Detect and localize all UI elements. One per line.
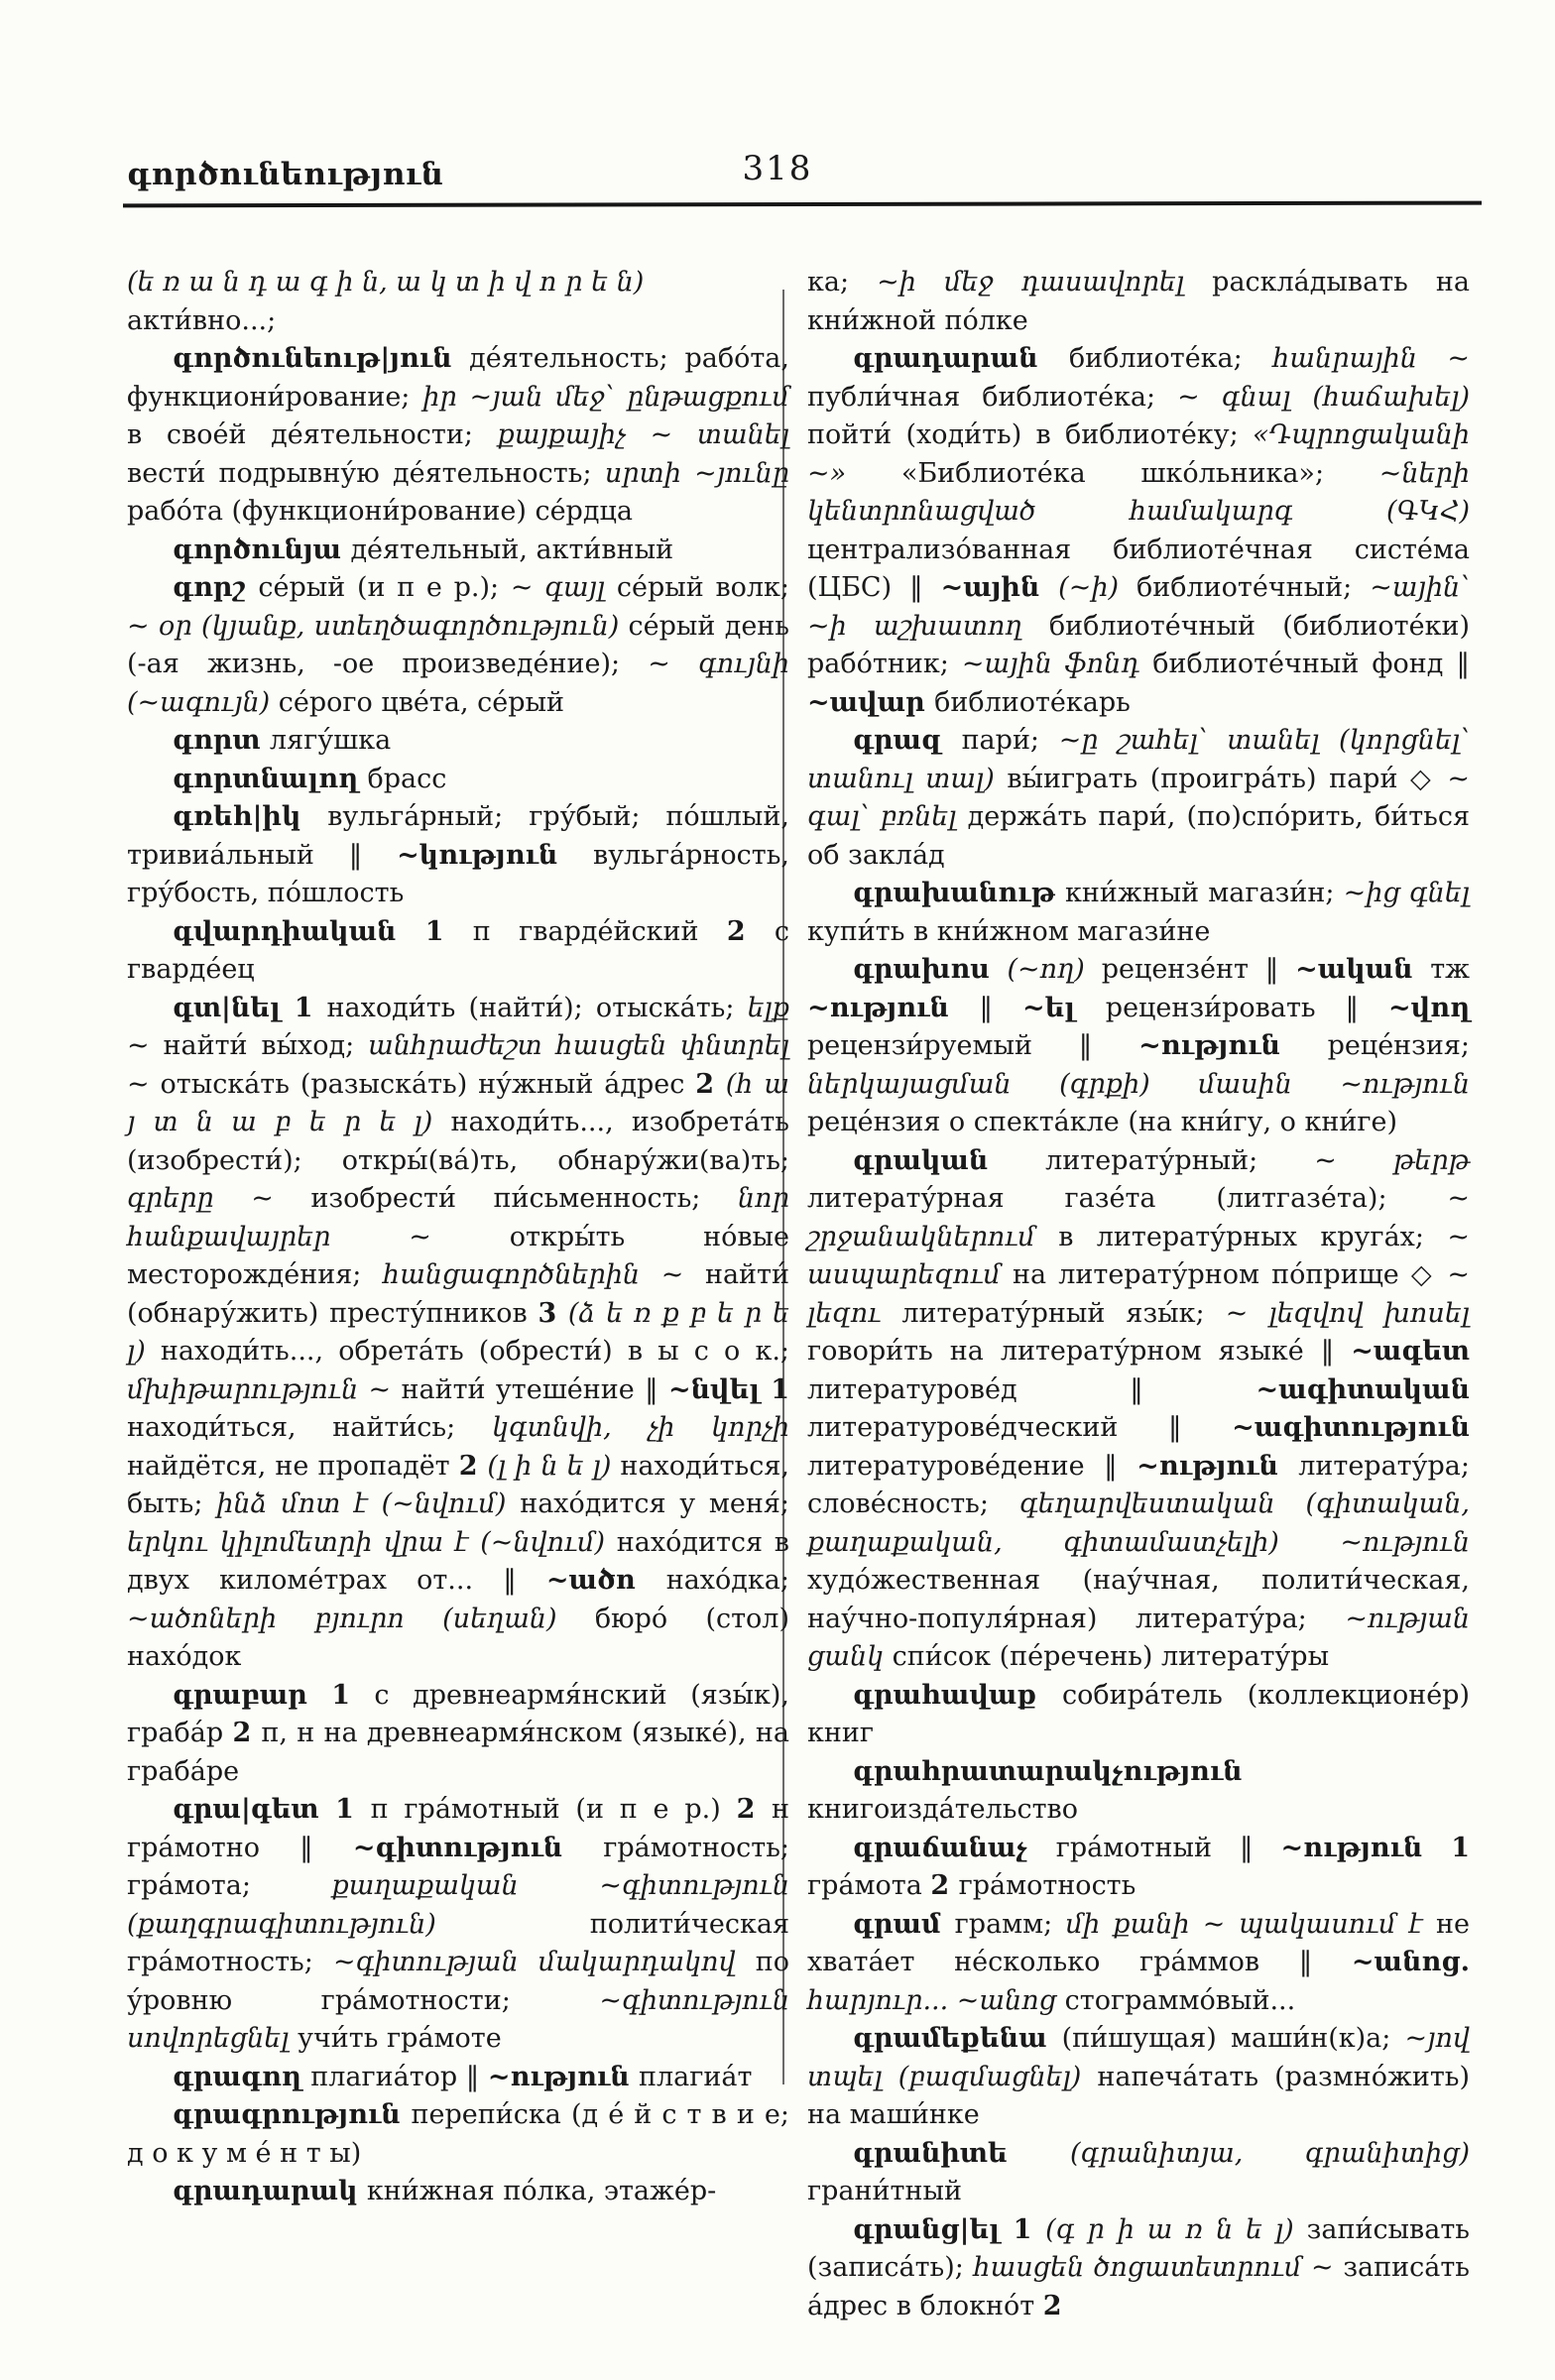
dictionary-entry — [127, 532, 789, 570]
entry-headword: ~կություն — [397, 839, 593, 871]
russian-translation: рецензи́ровать ‖ — [1105, 992, 1388, 1023]
entry-headword: 1 — [294, 992, 327, 1023]
armenian-example: ~ային՝ ~ի աշխատող — [807, 572, 1470, 642]
russian-translation: перепи́ска (д е́ й с т в и е; д о к у м е́ н т ы) — [127, 2099, 789, 2169]
dictionary-entry — [807, 1830, 1470, 1906]
russian-translation: литерату́ра; слове́сность; — [807, 1450, 1470, 1519]
armenian-example: ~ գնալ (հաճախել) — [1177, 381, 1470, 413]
header-rule — [123, 201, 1482, 208]
russian-translation: литерату́рный; — [1045, 1144, 1315, 1176]
dictionary-entry — [127, 2173, 789, 2211]
armenian-example: «Դպրոցականի ~» — [807, 419, 1470, 489]
entry-headword: գորտ — [173, 725, 270, 756]
dictionary-entry — [807, 951, 1470, 1142]
entry-headword: գտ|նել — [173, 992, 295, 1023]
russian-translation: находи́ться, найти́сь; — [127, 1412, 492, 1443]
russian-translation: п, н на древнеармя́нском (языке́), на граба́ре — [127, 1718, 789, 1787]
armenian-example: նոր հանքավայրեր ~ — [127, 1183, 789, 1252]
entry-headword: գործունեութ|յուն — [173, 343, 470, 374]
armenian-example: ներկայացման (գրքի) մասին ~ություն — [807, 1068, 1470, 1100]
russian-translation: откры́ть но́вые месторожде́ния; — [127, 1221, 789, 1290]
russian-translation: (пи́шущая) маши́н(к)а; — [1061, 2023, 1405, 2054]
russian-translation: находи́ть..., обрета́ть (обрести́) в ы с о к.; — [160, 1336, 790, 1367]
dictionary-entry — [127, 722, 789, 761]
armenian-example: (ե ռ ա ն դ ա գ ի ն, ա կ տ ի վ ո ր ե ն) — [127, 267, 645, 298]
russian-translation: вульга́рный; гру́бый; по́шлый, тривиа́льный ‖ — [127, 801, 789, 871]
russian-translation: по у́ровню гра́мотности; — [127, 1947, 789, 2016]
russian-translation: тж — [1430, 954, 1470, 985]
russian-translation: отыска́ть (разыска́ть) ну́жный а́дрес — [160, 1068, 696, 1100]
armenian-example: ~ից գնել — [1343, 878, 1470, 908]
entry-headword: 2 — [930, 1870, 959, 1901]
entry-headword: ~ագիտություն — [1232, 1412, 1470, 1443]
armenian-example: քայքայիչ ~ տանել — [497, 419, 789, 450]
entry-headword: գրագող — [173, 2061, 311, 2092]
russian-translation: гра́мотность; гра́мота; — [127, 1832, 790, 1901]
entry-headword: գրամ — [853, 1908, 955, 1940]
entry-headword: ~ական — [1295, 954, 1431, 985]
page-number: 318 — [742, 149, 813, 188]
entry-headword: 2 — [695, 1068, 726, 1100]
dictionary-entry — [807, 875, 1470, 951]
russian-translation: кни́жная по́лка, этаже́р- — [366, 2176, 717, 2206]
russian-translation: се́рый день (-ая жизнь, -ое произведе́ние); — [127, 610, 789, 679]
entry-headword: 2 — [458, 1450, 488, 1482]
dictionary-entry — [127, 913, 789, 990]
russian-translation: грани́тный — [807, 2176, 962, 2206]
russian-translation: держа́ть пари́, (по)спо́рить, би́ться об закла́д — [807, 801, 1470, 871]
armenian-example: ~ գույնի (~ագույն) — [127, 649, 790, 718]
russian-translation: литерату́рная газе́та (литгазе́та); — [807, 1183, 1448, 1214]
entry-headword: ~ություն — [1136, 1450, 1299, 1482]
russian-translation: вульга́рность, гру́бость, по́шлость — [127, 839, 789, 908]
entry-headword: գործունյա — [173, 534, 351, 565]
russian-translation: стограммо́вый... — [1064, 1984, 1296, 2016]
armenian-example: գեղարվեստական (գիտական, քաղաքական, գիտամատչելի) ~ություն — [807, 1488, 1470, 1558]
russian-translation: се́рый волк; — [616, 572, 790, 603]
entry-headword: գրանիտե — [853, 2137, 1071, 2169]
russian-translation: записа́ть а́дрес в блокно́т — [807, 2252, 1470, 2321]
armenian-example: ~յով տպել (բազմացնել) — [807, 2023, 1471, 2092]
entry-headword: գրաբար — [173, 1679, 332, 1711]
entry-headword: գրական — [853, 1144, 1046, 1176]
entry-headword: ~ություն — [1138, 1030, 1328, 1061]
russian-translation: библиоте́чный; — [1136, 572, 1371, 603]
russian-translation: централизо́ванная библиоте́чная систе́ма (ЦБС) ‖ — [807, 534, 1470, 603]
entry-headword: ~ություն — [807, 992, 980, 1023]
entry-headword: գռեհ|իկ — [173, 801, 328, 832]
dictionary-entry — [127, 798, 789, 913]
russian-translation: нахо́дится у меня́; — [520, 1488, 789, 1519]
russian-translation: библиоте́чный фонд ‖ — [1152, 649, 1470, 679]
armenian-example: ~ների կենտրոնացված համակարգ (ԳԿՀ) — [807, 457, 1470, 527]
entry-continuation — [807, 264, 1470, 340]
russian-translation: собира́тель (коллекционе́р) книг — [807, 1679, 1470, 1748]
russian-translation: вести́ подрывну́ю де́ятельность; — [127, 457, 605, 489]
armenian-example: մի քանի ~ պակասում է — [1065, 1908, 1437, 1940]
entry-headword: 1 — [1451, 1832, 1470, 1863]
russian-translation: найти́ утеше́ние ‖ — [401, 1373, 668, 1405]
russian-translation: литературове́дение ‖ — [807, 1450, 1137, 1482]
dictionary-entry — [127, 1791, 789, 2059]
dictionary-entry — [127, 2096, 789, 2173]
entry-headword: ~ածո — [545, 1565, 666, 1596]
entry-headword: գրախոս — [853, 954, 1008, 985]
armenian-example: մխիթարություն ~ — [127, 1373, 402, 1405]
entry-headword: գրազ — [853, 725, 962, 756]
entry-headword: ~ություն — [487, 2061, 640, 2092]
running-headword: գործունեություն — [127, 157, 444, 192]
russian-translation: библиоте́ка; — [1068, 343, 1273, 374]
russian-translation: гра́мотный ‖ — [1055, 1832, 1281, 1863]
entry-continuation — [127, 264, 789, 302]
dictionary-entry — [127, 1677, 789, 1792]
russian-translation: рецензе́нт ‖ — [1101, 954, 1296, 985]
russian-translation: вы́играть (проигра́ть) пари́ ◇ — [1007, 763, 1448, 794]
russian-translation: найдётся, не пропадёт — [127, 1450, 459, 1482]
entry-headword: գվարդիական — [173, 915, 425, 947]
entry-headword: գրագրություն — [173, 2099, 412, 2130]
entry-headword: 1 — [331, 1679, 375, 1711]
armenian-example: կգտնվի, չի կորչի — [491, 1412, 789, 1443]
dictionary-entry — [807, 340, 1470, 722]
entry-headword: 1 — [1013, 2213, 1046, 2245]
armenian-example: (~ող) — [1007, 954, 1102, 985]
entry-headword: գրախանութ — [853, 878, 1065, 908]
russian-translation: бюро́ (стол) нахо́док — [127, 1603, 789, 1672]
russian-translation: п гварде́йский — [472, 915, 727, 947]
russian-translation: акти́вно...; — [127, 304, 277, 336]
armenian-example: (հ ա յ տ ն ա բ ե ր ե լ) — [127, 1068, 789, 1137]
armenian-example: ելք ~ — [127, 992, 789, 1061]
entry-headword: 2 — [736, 1794, 772, 1825]
entry-headword: գրանց|ել — [853, 2213, 1014, 2245]
armenian-example: երկու կիլոմետրի վրա է (~նվում) — [127, 1526, 617, 1558]
russian-translation: гра́мотность — [958, 1870, 1136, 1901]
armenian-example: (ձ ե ռ ք բ ե ր ե լ) — [127, 1297, 789, 1367]
entry-headword: գրահրատարակչություն — [853, 1755, 1243, 1787]
armenian-example: ~ ասպարեզում — [807, 1221, 1470, 1290]
entry-headword: ~անոց. — [1351, 1947, 1470, 1977]
russian-translation: нахо́дится в двух киломе́трах от... ‖ — [127, 1526, 789, 1596]
dictionary-entry — [807, 2135, 1470, 2211]
russian-translation: библиоте́чный (библиоте́ки) рабо́тник; — [807, 610, 1470, 679]
entry-headword: 3 — [538, 1297, 568, 1329]
entry-headword: 1 — [424, 915, 473, 947]
russian-translation: книгоизда́тельство — [807, 1794, 1078, 1825]
entry-headword: ~նվել — [667, 1373, 772, 1405]
armenian-example: ~ շրջանակներում — [807, 1183, 1470, 1252]
russian-translation: се́рого цве́та, се́рый — [278, 686, 564, 718]
dictionary-entry — [127, 761, 789, 799]
entry-headword: ~ել — [1021, 992, 1106, 1023]
russian-translation: литературове́д ‖ — [807, 1373, 1256, 1405]
armenian-example: ~ության ցանկ — [807, 1603, 1470, 1672]
armenian-example: (գրանիտյա, գրանիտից) — [1070, 2137, 1470, 2169]
dictionary-entry — [127, 340, 789, 532]
russian-translation: находи́ть (найти́); отыска́ть; — [326, 992, 748, 1023]
russian-translation: гра́мота — [807, 1870, 931, 1901]
russian-translation: пойти́ (ходи́ть) в библиоте́ку; — [807, 419, 1253, 450]
armenian-example: հանրային ~ — [1272, 343, 1470, 374]
russian-translation: библиоте́карь — [934, 686, 1131, 718]
armenian-example: ~ թերթ — [1314, 1144, 1470, 1176]
dictionary-entry — [807, 722, 1470, 875]
left-column — [127, 264, 789, 2211]
entry-headword: 2 — [232, 1718, 262, 1748]
armenian-example: քաղաքական ~գիտություն (քաղգրագիտություն) — [127, 1870, 790, 1940]
russian-translation: найти́ вы́ход; — [163, 1030, 369, 1061]
russian-translation: пари́; — [961, 725, 1059, 756]
armenian-example: ~ածոների բյուրո (սեղան) — [127, 1603, 595, 1634]
entry-headword: ~վող — [1387, 992, 1470, 1023]
armenian-example: ~գիտության մակարդակով — [332, 1947, 756, 1977]
russian-translation: находи́ть..., изобрета́ть (изобрести́); откры́(ва́)ть, обнару́жи(ва)ть; — [127, 1107, 789, 1176]
russian-translation: напеча́тать (размно́жить) на маши́нке — [807, 2061, 1470, 2130]
russian-translation: плагиа́тор ‖ — [310, 2061, 488, 2092]
russian-translation: рецензи́руемый ‖ — [807, 1030, 1139, 1061]
russian-translation: реце́нзия; — [1327, 1030, 1471, 1061]
russian-translation: полити́ческая гра́мотность; — [127, 1908, 789, 1977]
russian-translation: запи́сывать (записа́ть); — [807, 2213, 1470, 2283]
entry-headword: ~գիտություն — [352, 1832, 604, 1863]
entry-headword: 1 — [335, 1794, 371, 1825]
russian-translation: худо́жественная (нау́чная, полити́ческая, нау́чно-популя́рная) литерату́ра; — [807, 1565, 1470, 1634]
dictionary-entry — [127, 569, 789, 722]
armenian-example: հարյուր... ~անոց — [807, 1984, 1065, 2016]
right-column — [807, 264, 1470, 2325]
entry-headword: 2 — [1042, 2290, 1062, 2321]
entry-headword: գրա|գետ — [173, 1794, 336, 1825]
armenian-example: ~ լեզվով խոսել — [1225, 1297, 1471, 1329]
armenian-example: սրտի ~յունը — [604, 457, 789, 489]
dictionary-entry — [807, 2211, 1470, 2326]
russian-translation: ка; — [807, 267, 878, 298]
russian-translation: нахо́дка; — [665, 1565, 789, 1596]
russian-translation: лягу́шка — [269, 725, 392, 756]
russian-translation: реце́нзия о спекта́кле (на кни́гу, о кни́ге) — [807, 1107, 1398, 1137]
russian-translation: с древнеармя́нский (язы́к), граба́р — [127, 1679, 789, 1748]
russian-translation: де́ятельный, акти́вный — [350, 534, 674, 565]
armenian-example: իր ~յան մեջ՝ ընթացքում — [422, 381, 789, 413]
russian-translation: литературове́дческий ‖ — [807, 1412, 1233, 1443]
armenian-example: ինձ մոտ է (~նվում) — [216, 1488, 521, 1519]
russian-translation: де́ятельность; рабо́та, функциони́рование; — [127, 343, 789, 413]
russian-translation: се́рый (и п е р.); — [258, 572, 511, 603]
armenian-example: գրերը ~ — [127, 1183, 311, 1214]
russian-translation: «Библиоте́ка шко́льника»; — [900, 457, 1379, 489]
entry-headword: գորշ — [173, 572, 259, 603]
armenian-example: ~ային ֆոնդ — [961, 649, 1153, 679]
dictionary-entry — [807, 1906, 1470, 2021]
dictionary-entry — [807, 2020, 1470, 2135]
russian-translation: купи́ть в кни́жном магази́не — [807, 915, 1211, 947]
russian-translation: раскла́дывать на кни́жной по́лке — [807, 267, 1471, 336]
entry-headword: գրադարան — [853, 343, 1069, 374]
armenian-example: ~ լեզու — [807, 1259, 1470, 1329]
entry-headword: ~ություն — [1280, 1832, 1452, 1863]
russian-translation: кни́жный магази́н; — [1064, 878, 1344, 908]
russian-translation: литерату́рный язы́к; — [901, 1297, 1226, 1329]
russian-translation: находи́ться, быть; — [127, 1450, 789, 1519]
armenian-example: անհրաժեշտ հասցեն փնտրել ~ — [127, 1030, 789, 1100]
dictionary-entry — [127, 2059, 789, 2097]
armenian-example: ~ գալ՝ բռնել — [807, 763, 1471, 832]
armenian-example: (գ ր ի ա ռ ն ե լ) — [1045, 2213, 1307, 2245]
armenian-example: ~ օր (կյանք, ստեղծագործություն) — [127, 610, 629, 642]
russian-translation: плагиа́т — [639, 2061, 753, 2092]
armenian-example: (լ ի ն ե լ) — [487, 1450, 621, 1482]
armenian-example: ~ը շահել՝ տանել (կորցնել՝ տանուլ տալ) — [807, 725, 1470, 794]
armenian-example: ~ գայլ — [510, 572, 617, 603]
dictionary-entry — [807, 1753, 1470, 1830]
russian-translation: найти́ (обнару́жить) престу́пников — [127, 1259, 789, 1329]
entry-headword: գրադարակ — [173, 2176, 367, 2206]
russian-translation: брасс — [367, 763, 447, 794]
entry-headword: գրաճանաչ — [853, 1832, 1056, 1863]
russian-translation: рабо́та (функциони́рование) се́рдца — [127, 496, 633, 527]
russian-translation: учи́ть гра́моте — [298, 2023, 502, 2054]
russian-translation: говори́ть на литерату́рном языке́ ‖ — [807, 1336, 1352, 1367]
russian-translation: на литерату́рном по́прище ◇ — [1013, 1259, 1448, 1290]
russian-translation: с гварде́ец — [127, 915, 789, 985]
dictionary-entry — [127, 990, 789, 1677]
entry-headword: ~ագետ — [1351, 1336, 1470, 1367]
russian-translation: ‖ — [979, 992, 1022, 1023]
entry-headword: գորտնալող — [173, 763, 368, 794]
entry-headword: ~ագիտական — [1256, 1373, 1470, 1405]
russian-translation: публи́чная библиоте́ка; — [807, 381, 1178, 413]
entry-continuation — [127, 302, 789, 341]
armenian-example: ~ի մեջ դասավորել — [877, 267, 1213, 298]
russian-translation: в свое́й де́ятельности; — [127, 419, 498, 450]
dictionary-entry — [807, 1677, 1470, 1753]
entry-headword: 1 — [771, 1373, 789, 1405]
russian-translation: грамм; — [954, 1908, 1066, 1940]
entry-headword: ~ավար — [807, 686, 935, 718]
entry-headword: գրահավաք — [853, 1679, 1062, 1711]
russian-translation: изобрести́ пи́сьменность; — [310, 1183, 738, 1214]
russian-translation: спи́сок (пе́речень) литерату́ры — [892, 1641, 1330, 1672]
entry-headword: 2 — [726, 915, 775, 947]
armenian-example: հանցագործներին ~ — [383, 1259, 705, 1290]
armenian-example: հասցեն ծոցատետրում ~ — [973, 2252, 1344, 2283]
armenian-example: (~ի) — [1058, 572, 1136, 603]
russian-translation: не хвата́ет не́сколько гра́ммов ‖ — [807, 1908, 1470, 1977]
russian-translation: н гра́мотно ‖ — [127, 1794, 789, 1863]
russian-translation: в литерату́рных круга́х; — [1058, 1221, 1448, 1252]
armenian-example: ~գիտություն սովորեցնել — [127, 1984, 789, 2054]
dictionary-entry — [807, 1142, 1470, 1677]
entry-headword: ~ային — [940, 572, 1059, 603]
entry-headword: գրամեքենա — [853, 2023, 1062, 2054]
russian-translation: п гра́мотный (и п е р.) — [370, 1794, 737, 1825]
